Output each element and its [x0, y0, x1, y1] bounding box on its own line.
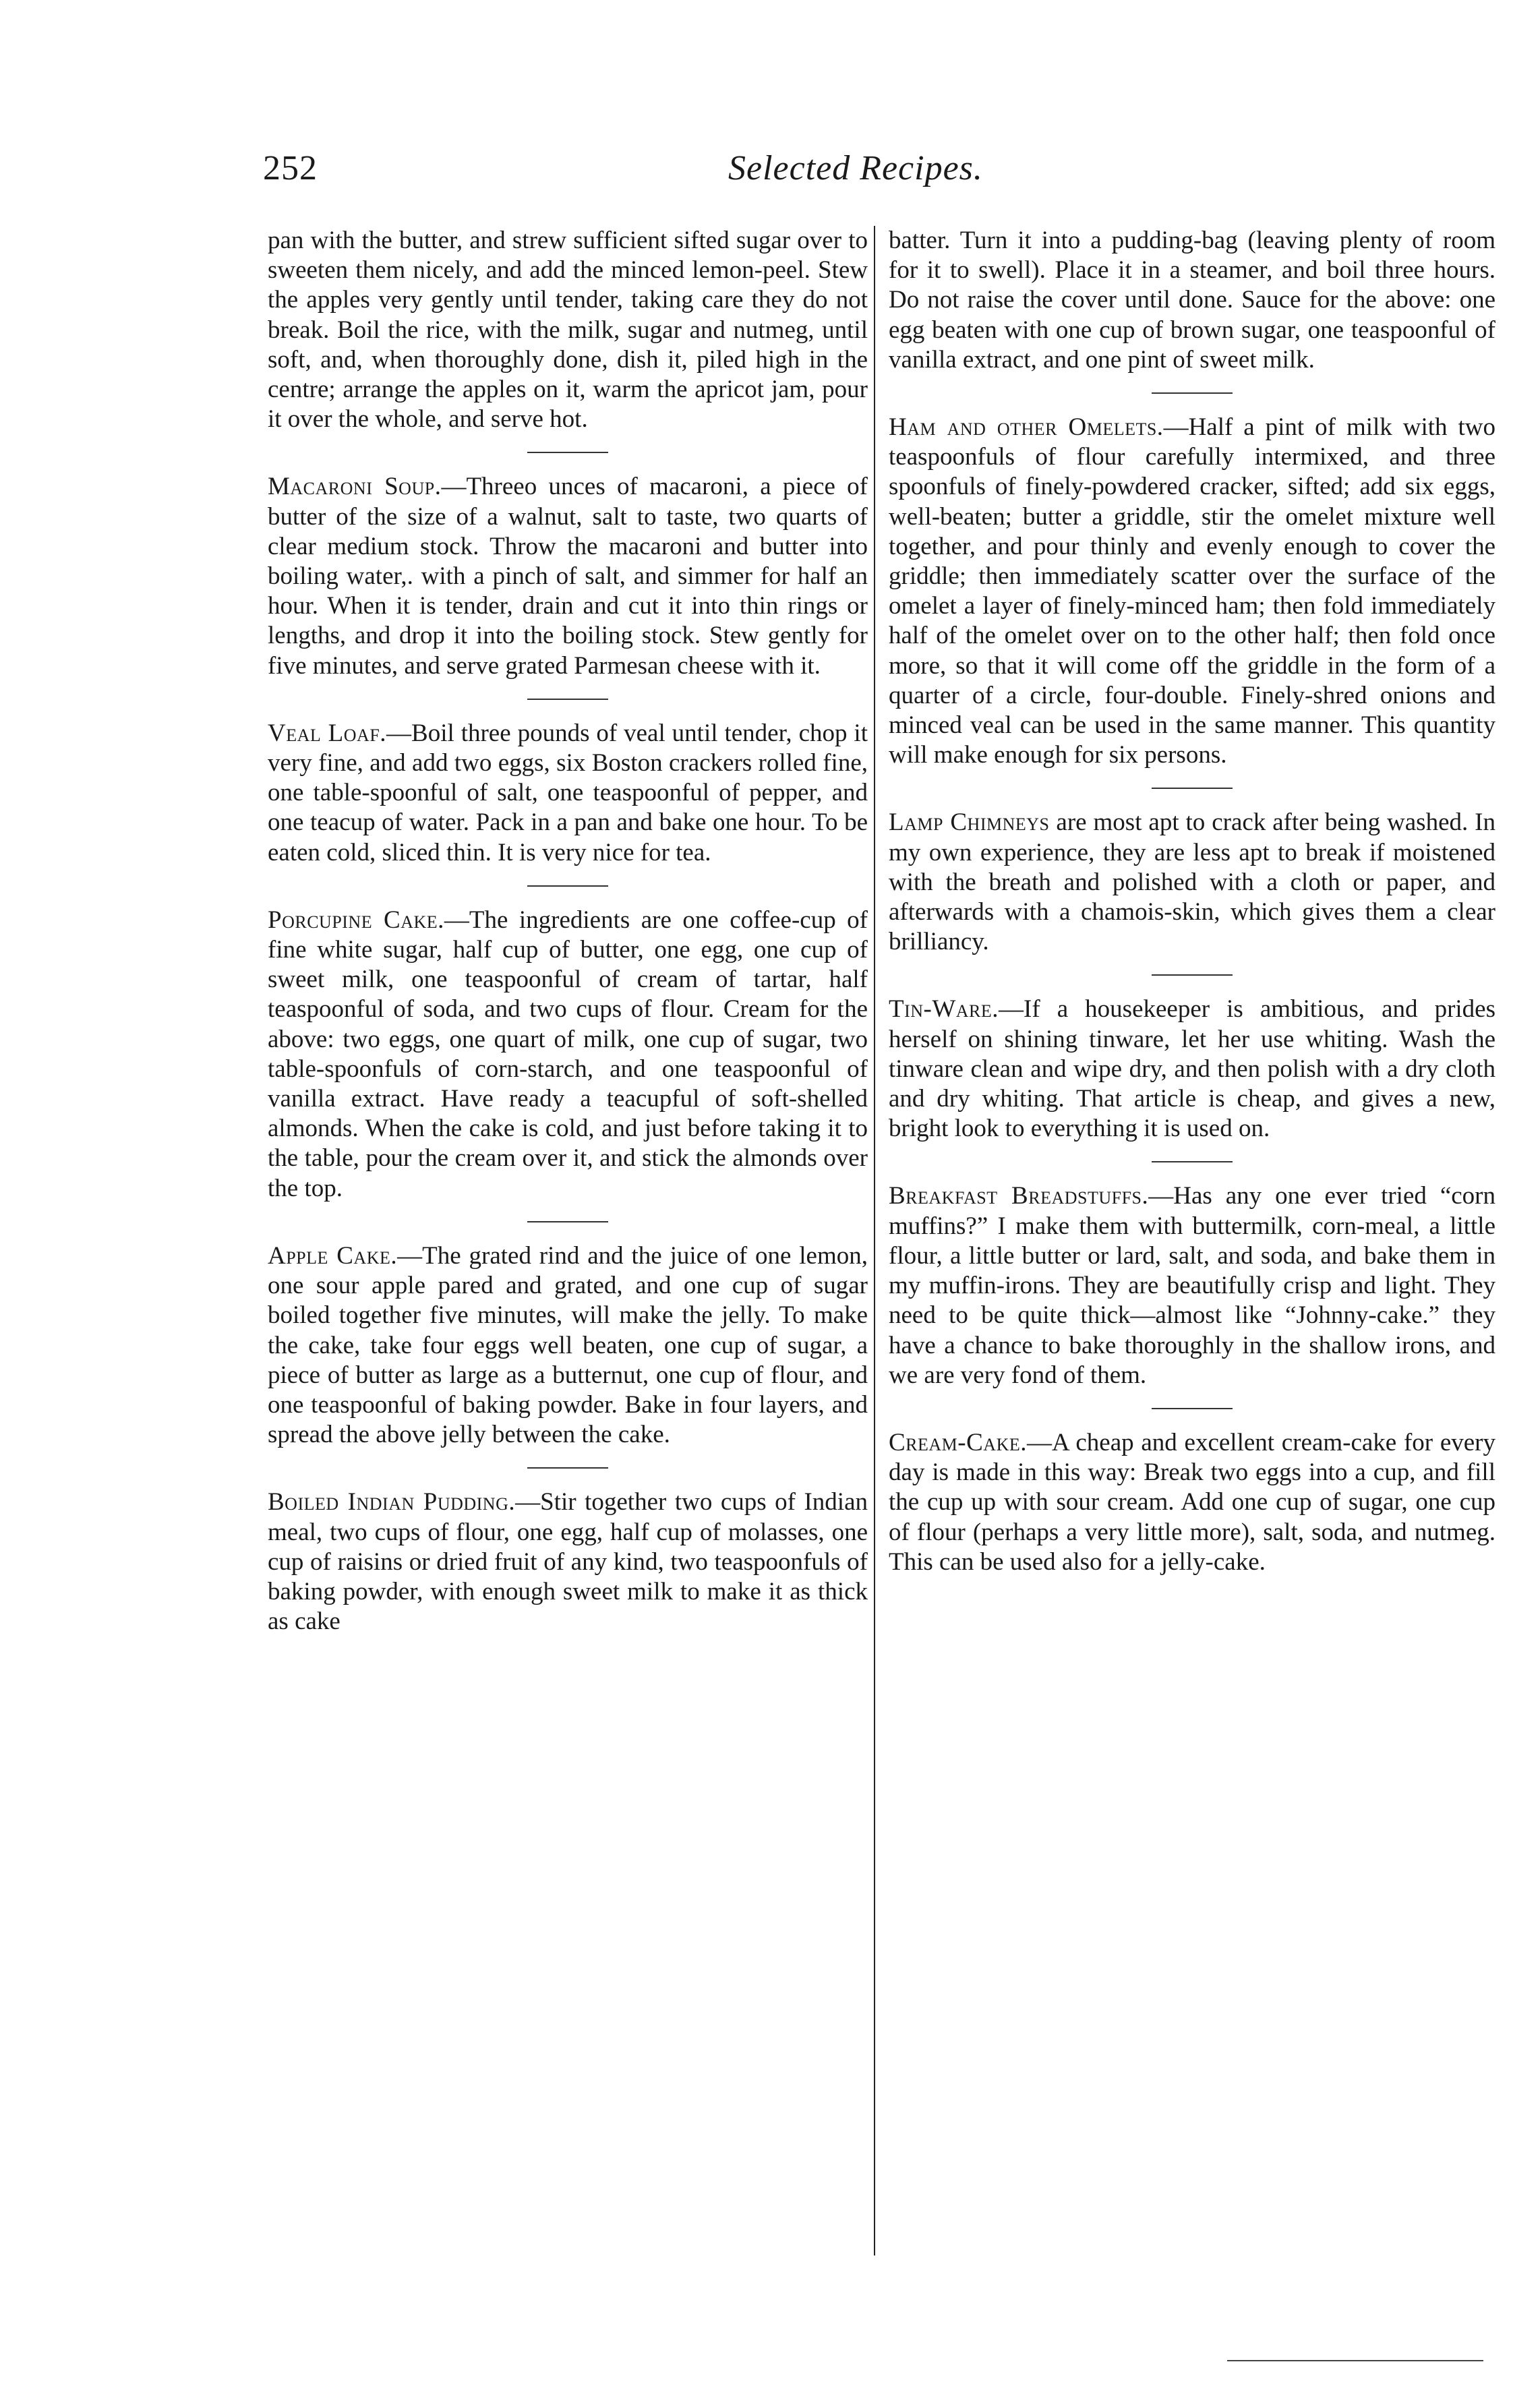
recipe-title: Veal Loaf.	[268, 719, 387, 747]
recipe-title: Porcupine Cake.	[268, 906, 444, 934]
recipe-title: Macaroni Soup.	[268, 473, 442, 501]
recipe-paragraph	[889, 808, 1495, 957]
recipe-body: are most apt to crack after being washed. In my own experience, they are less apt to break if moistened with the breath and polished with a cloth or paper, and afterwards with a chamois-skin, which gives them a clear brilliancy.	[889, 808, 1495, 956]
recipe-body: —Threeo unces of macaroni, a piece of butter of the size of a walnut, salt to taste, two quarts of clear medium stock. Throw the macaroni and butter into boiling water,. with a pinch of salt, and simmer for half an hour. When it is tender, drain and cut it into thin rings or lengths, and drop it into the boiling stock. Stew gently for five minutes, and serve grated Parmesan cheese with it.	[268, 473, 868, 680]
recipe-cream-cake	[889, 1428, 1495, 1577]
recipe-title: Tin-Ware.	[889, 995, 999, 1024]
right-column	[889, 226, 1495, 1595]
recipe-paragraph	[889, 1428, 1495, 1577]
recipe-paragraph	[889, 413, 1495, 770]
recipe-paragraph	[889, 1181, 1495, 1390]
recipe-paragraph	[268, 1241, 868, 1450]
recipe-title: Apple Cake.	[268, 1241, 398, 1270]
recipe-title: Breakfast Breadstuffs.	[889, 1182, 1149, 1210]
section-divider	[527, 452, 608, 453]
section-divider	[1152, 1408, 1233, 1409]
recipe-body: —The grated rind and the juice of one lemon, one sour apple pared and grated, and one cup of sugar boiled together five minutes, will make the jelly. To make the cake, take four eggs well beaten, one cup of sugar, a piece of butter as large as a butternut, one cup of flour, and one teaspoonful of baking powder. Bake in four layers, and spread the above jelly between the cake.	[268, 1241, 868, 1449]
continued-text-right	[889, 226, 1495, 375]
continued-paragraph: batter. Turn it into a pudding-bag (leaving plenty of room for it to swell). Place it in a steamer, and boil three hours. Do not raise the cover until done. Sauce for the above: one egg beaten with one cup of brown sugar, one teaspoonful of vanilla extract, and one pint of sweet milk.	[889, 227, 1495, 374]
recipe-title: Boiled Indian Pudding.	[268, 1488, 516, 1516]
recipe-title: Lamp Chimneys	[889, 808, 1050, 837]
recipe-paragraph	[268, 719, 868, 868]
page-number: 252	[263, 149, 318, 187]
recipe-body: —The ingredients are one coffee-cup of fine white sugar, half cup of butter, one egg, one cup of sweet milk, one teaspoonful of cream of tartar, half teaspoonful of soda, and two cups of flour. Cream for the above: two eggs, one quart of milk, one cup of sugar, two table-spoonfuls of corn-starch, and one teaspoonful of vanilla extract. Have ready a teacupful of soft-shelled almonds. When the cake is cold, and just before taking it to the table, pour the cream over it, and stick the almonds over the top.	[268, 906, 868, 1202]
section-divider	[1152, 788, 1233, 789]
recipe-tin-ware	[889, 995, 1495, 1144]
recipe-body: —Has any one ever tried “corn muffins?” I make them with buttermilk, corn-meal, a little flour, a little butter or lard, salt, and soda, and bake them in my muffin-irons. They are beautifully crisp and light. They need to be quite thick—almost like “Johnny-cake.” they have a chance to bake thoroughly in the shallow irons, and we are very fond of them.	[889, 1182, 1495, 1389]
recipe-title: Cream-Cake.	[889, 1428, 1027, 1456]
recipe-body: —A cheap and excellent cream-cake for every day is made in this way: Break two eggs into a cup, and fill the cup up with sour cream. Add one cup of sugar, one cup of flour (perhaps a very little more), salt, soda, and nutmeg. This can be used also for a jelly-cake.	[889, 1428, 1495, 1576]
page-header	[263, 148, 1497, 209]
recipe-apple-cake	[268, 1241, 868, 1450]
column-rule	[874, 226, 875, 2255]
continued-text-left	[268, 226, 868, 434]
running-head: Selected Recipes.	[728, 149, 983, 187]
section-divider	[527, 1221, 608, 1222]
recipe-body: —Stir together two cups of Indian meal, two cups of flour, one egg, half cup of molasses, one cup of raisins or dried fruit of any kind, two teaspoonfuls of baking powder, with enough sweet milk to make it as thick as cake	[268, 1488, 868, 1636]
recipe-macaroni-soup	[268, 472, 868, 680]
recipe-lamp-chimneys	[889, 808, 1495, 957]
recipe-boiled-indian-pudding	[268, 1487, 868, 1636]
footer-rule	[1227, 2360, 1483, 2361]
recipe-body: —If a housekeeper is ambitious, and prides herself on shining tinware, let her use whiting. Wash the tinware clean and wipe dry, and then polish with a dry cloth and dry whiting. That article is cheap, and gives a new, bright look to everything it is used on.	[889, 995, 1495, 1143]
section-divider	[527, 1467, 608, 1469]
continued-paragraph: pan with the butter, and strew sufficient sifted sugar over to sweeten them nicely, and add the minced lemon-peel. Stew the apples very gently until tender, taking care they do not break. Boil the rice, with the milk, sugar and nutmeg, until soft, and, when thoroughly done, dish it, piled high in the centre; arrange the apples on it, warm the apricot jam, pour it over the whole, and serve hot.	[268, 227, 868, 434]
recipe-veal-loaf	[268, 719, 868, 868]
section-divider	[1152, 392, 1233, 394]
left-column	[268, 226, 868, 1654]
recipe-porcupine-cake	[268, 906, 868, 1204]
section-divider	[1152, 974, 1233, 976]
section-divider	[527, 885, 608, 887]
section-divider	[1152, 1161, 1233, 1162]
recipe-paragraph	[268, 1487, 868, 1636]
recipe-paragraph	[268, 906, 868, 1204]
recipe-body: —Half a pint of milk with two teaspoonfuls of flour carefully intermixed, and three spoonfuls of finely-powdered cracker, sifted; add six eggs, well-beaten; butter a griddle, stir the omelet mixture well together, and pour thinly and evenly enough to cover the griddle; then immediately scatter over the surface of the omelet a layer of finely-minced ham; then fold immediately half of the omelet over on to the other half; then fold once more, so that it will come off the griddle in the form of a quarter of a circle, four-double. Finely-shred onions and minced veal can be used in the same manner. This quantity will make enough for six persons.	[889, 413, 1495, 769]
recipe-paragraph	[268, 472, 868, 680]
recipe-body: —Boil three pounds of veal until tender, chop it very fine, and add two eggs, six Boston crackers rolled fine, one table-spoonful of salt, one teaspoonful of pepper, and one teacup of water. Pack in a pan and bake one hour. To be eaten cold, sliced thin. It is very nice for tea.	[268, 719, 868, 866]
recipe-title: Ham and other Omelets.	[889, 413, 1164, 442]
section-divider	[527, 699, 608, 700]
recipe-breakfast-breadstuffs	[889, 1181, 1495, 1390]
recipe-paragraph	[889, 995, 1495, 1144]
recipe-ham-omelets	[889, 413, 1495, 770]
